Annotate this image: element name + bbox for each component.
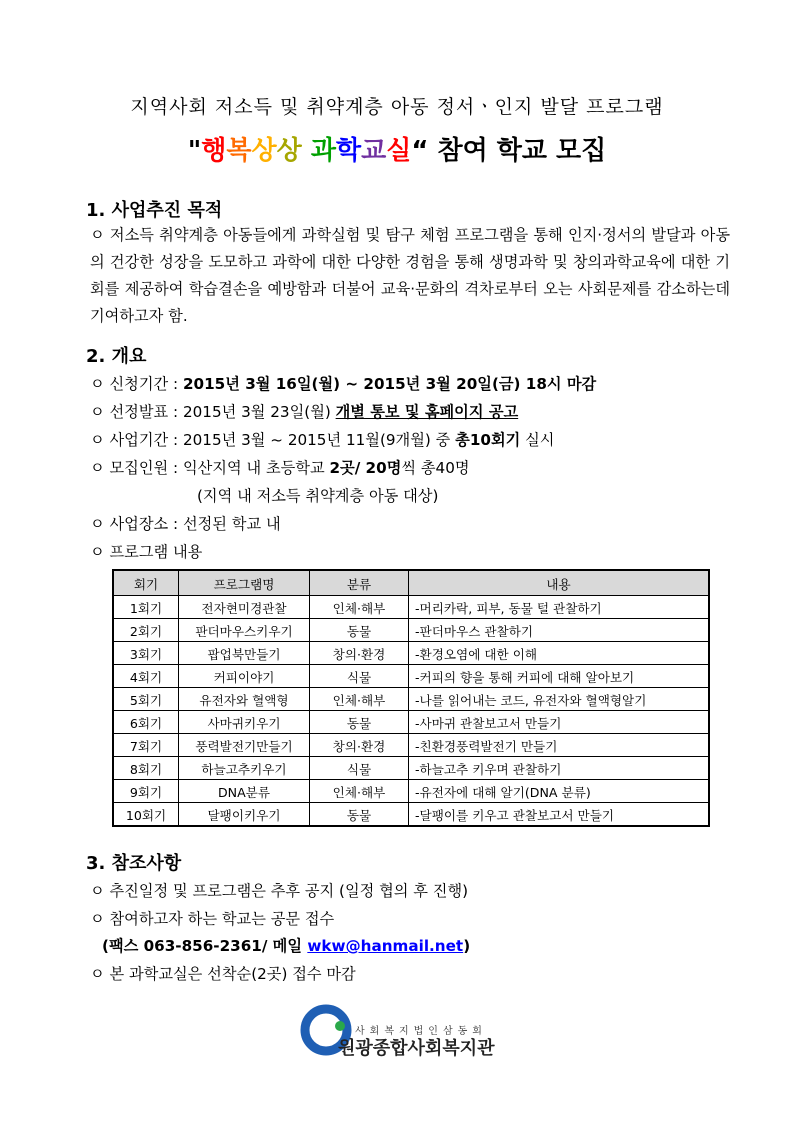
title-open-quote: "	[187, 136, 202, 166]
title-letter: 실	[386, 136, 412, 166]
title-letter: 상	[251, 136, 277, 166]
recruit-note: (지역 내 저소득 취약계층 아동 대상)	[197, 487, 439, 505]
logo-accent-dot	[335, 1021, 345, 1031]
table-row	[113, 734, 709, 757]
category-cell: 인체·해부	[310, 688, 409, 711]
contact-line	[102, 935, 470, 956]
program-name-cell: 달팽이키우기	[179, 803, 310, 827]
recruit-label: ㅇ 모집인원 : 익산지역 내 초등학교	[90, 459, 330, 477]
header-program-name: 프로그램명	[179, 570, 310, 596]
section3-heading: 3. 참조사항	[86, 853, 182, 874]
program-table-header-row	[113, 570, 709, 596]
title-letter: 학	[335, 136, 362, 166]
reference-line-4: ㅇ 본 과학교실은 선착순(2곳) 접수 마감	[90, 965, 356, 983]
program-name-cell: 팝업북만들기	[179, 642, 310, 665]
org-name: 원광종합사회복지관	[338, 1038, 495, 1059]
category-cell: 창의·환경	[310, 642, 409, 665]
title-letter	[302, 136, 311, 166]
title-letter: 과	[310, 136, 336, 166]
project-period-tail: 실시	[520, 431, 555, 449]
category-cell: 인체·해부	[310, 596, 409, 619]
title-letter: 행	[201, 136, 227, 166]
section1-body: ㅇ 저소득 취약계층 아동들에게 과학실험 및 탐구 체험 프로그램을 통해 인지·정서의 발달과 아동의 건강한 성장을 도모하고 과학에 대한 다양한 경험을 통해 생명과학 및 창의과학교육에 대한 기회를 제공하여 학습결손을 예방함과 더불어 교육·문화의 격차로부터 오는 사회문제를 감소하는데 기여하고자 함.	[90, 226, 730, 325]
content-cell: -머리카락, 피부, 동물 털 관찰하기	[409, 596, 710, 619]
section1-heading: 1. 사업추진 목적	[86, 200, 223, 221]
content-cell: -판더마우스 관찰하기	[409, 619, 710, 642]
recruit-line	[90, 457, 470, 478]
category-cell: 동물	[310, 803, 409, 827]
table-row	[113, 711, 709, 734]
program-label: ㅇ 프로그램 내용	[90, 543, 203, 561]
table-row	[113, 596, 709, 619]
table-row	[113, 803, 709, 827]
content-cell: -사마귀 관찰보고서 만들기	[409, 711, 710, 734]
session-cell: 10회기	[113, 803, 179, 827]
header-category: 분류	[310, 570, 409, 596]
org-small-name: 사회복지법인삼동회	[355, 1026, 487, 1037]
program-name-cell: 판더마우스키우기	[179, 619, 310, 642]
header-session: 회기	[113, 570, 179, 596]
selection-line	[90, 401, 518, 422]
category-cell: 동물	[310, 619, 409, 642]
session-cell: 4회기	[113, 665, 179, 688]
table-row	[113, 780, 709, 803]
program-name-cell: 유전자와 혈액형	[179, 688, 310, 711]
category-cell: 식물	[310, 665, 409, 688]
table-row	[113, 642, 709, 665]
session-cell: 9회기	[113, 780, 179, 803]
section2-heading: 2. 개요	[86, 346, 147, 367]
title-letter: 상	[276, 136, 302, 166]
contact-suffix: )	[463, 937, 471, 955]
document-subtitle: 지역사회 저소득 및 취약계층 아동 정서ㆍ인지 발달 프로그램	[130, 96, 664, 118]
session-cell: 8회기	[113, 757, 179, 780]
content-cell: -커피의 향을 통해 커피에 대해 알아보기	[409, 665, 710, 688]
program-table	[112, 569, 710, 827]
content-cell: -유전자에 대해 알기(DNA 분류)	[409, 780, 710, 803]
apply-period-value: 2015년 3월 16일(월) ~ 2015년 3월 20일(금) 18시 마감	[182, 375, 597, 393]
program-name-cell: DNA분류	[179, 780, 310, 803]
content-cell: -달팽이를 키우고 관찰보고서 만들기	[409, 803, 710, 827]
content-cell: -하늘고추 키우며 관찰하기	[409, 757, 710, 780]
apply-period-line	[90, 373, 596, 394]
selection-label: ㅇ 선정발표 : 2015년 3월 23일(월)	[90, 403, 336, 421]
content-cell: -친환경풍력발전기 만들기	[409, 734, 710, 757]
recruit-value: 2곳/ 20명	[329, 459, 402, 477]
reference-line-1: ㅇ 추진일정 및 프로그램은 추후 공지 (일정 협의 후 진행)	[90, 882, 469, 900]
place-line: ㅇ 사업장소 : 선정된 학교 내	[90, 515, 281, 533]
program-name-cell: 풍력발전기만들기	[179, 734, 310, 757]
session-cell: 7회기	[113, 734, 179, 757]
header-content: 내용	[409, 570, 710, 596]
table-row	[113, 688, 709, 711]
contact-prefix: (팩스 063-856-2361/ 메일	[102, 937, 308, 955]
session-cell: 2회기	[113, 619, 179, 642]
program-name-cell: 전자현미경관찰	[179, 596, 310, 619]
recruit-tail: 씩 총40명	[401, 459, 470, 477]
project-period-label: ㅇ 사업기간 : 2015년 3월 ~ 2015년 11월(9개월) 중	[90, 431, 456, 449]
session-cell: 6회기	[113, 711, 179, 734]
table-row	[113, 619, 709, 642]
apply-period-label: ㅇ 신청기간 :	[90, 375, 183, 393]
program-name-cell: 하늘고추키우기	[179, 757, 310, 780]
session-cell: 3회기	[113, 642, 179, 665]
category-cell: 인체·해부	[310, 780, 409, 803]
selection-value: 개별 통보 및 홈페이지 공고	[335, 403, 519, 421]
program-name-cell: 커피이야기	[179, 665, 310, 688]
content-cell: -나를 읽어내는 코드, 유전자와 혈액형알기	[409, 688, 710, 711]
project-period-value: 총10회기	[455, 431, 521, 449]
document-title	[0, 130, 794, 167]
table-row	[113, 757, 709, 780]
title-letter: 복	[226, 136, 252, 166]
title-rest: “ 참여 학교 모집	[411, 136, 607, 166]
table-row	[113, 665, 709, 688]
title-colored-text	[201, 136, 411, 166]
session-cell: 5회기	[113, 688, 179, 711]
content-cell: -환경오염에 대한 이해	[409, 642, 710, 665]
email-link[interactable]: wkw@hanmail.net	[307, 937, 464, 955]
category-cell: 창의·환경	[310, 734, 409, 757]
session-cell: 1회기	[113, 596, 179, 619]
program-name-cell: 사마귀키우기	[179, 711, 310, 734]
title-letter: 교	[361, 136, 387, 166]
project-period-line	[90, 429, 554, 450]
reference-line-2: ㅇ 참여하고자 하는 학교는 공문 접수	[90, 910, 335, 928]
category-cell: 식물	[310, 757, 409, 780]
category-cell: 동물	[310, 711, 409, 734]
